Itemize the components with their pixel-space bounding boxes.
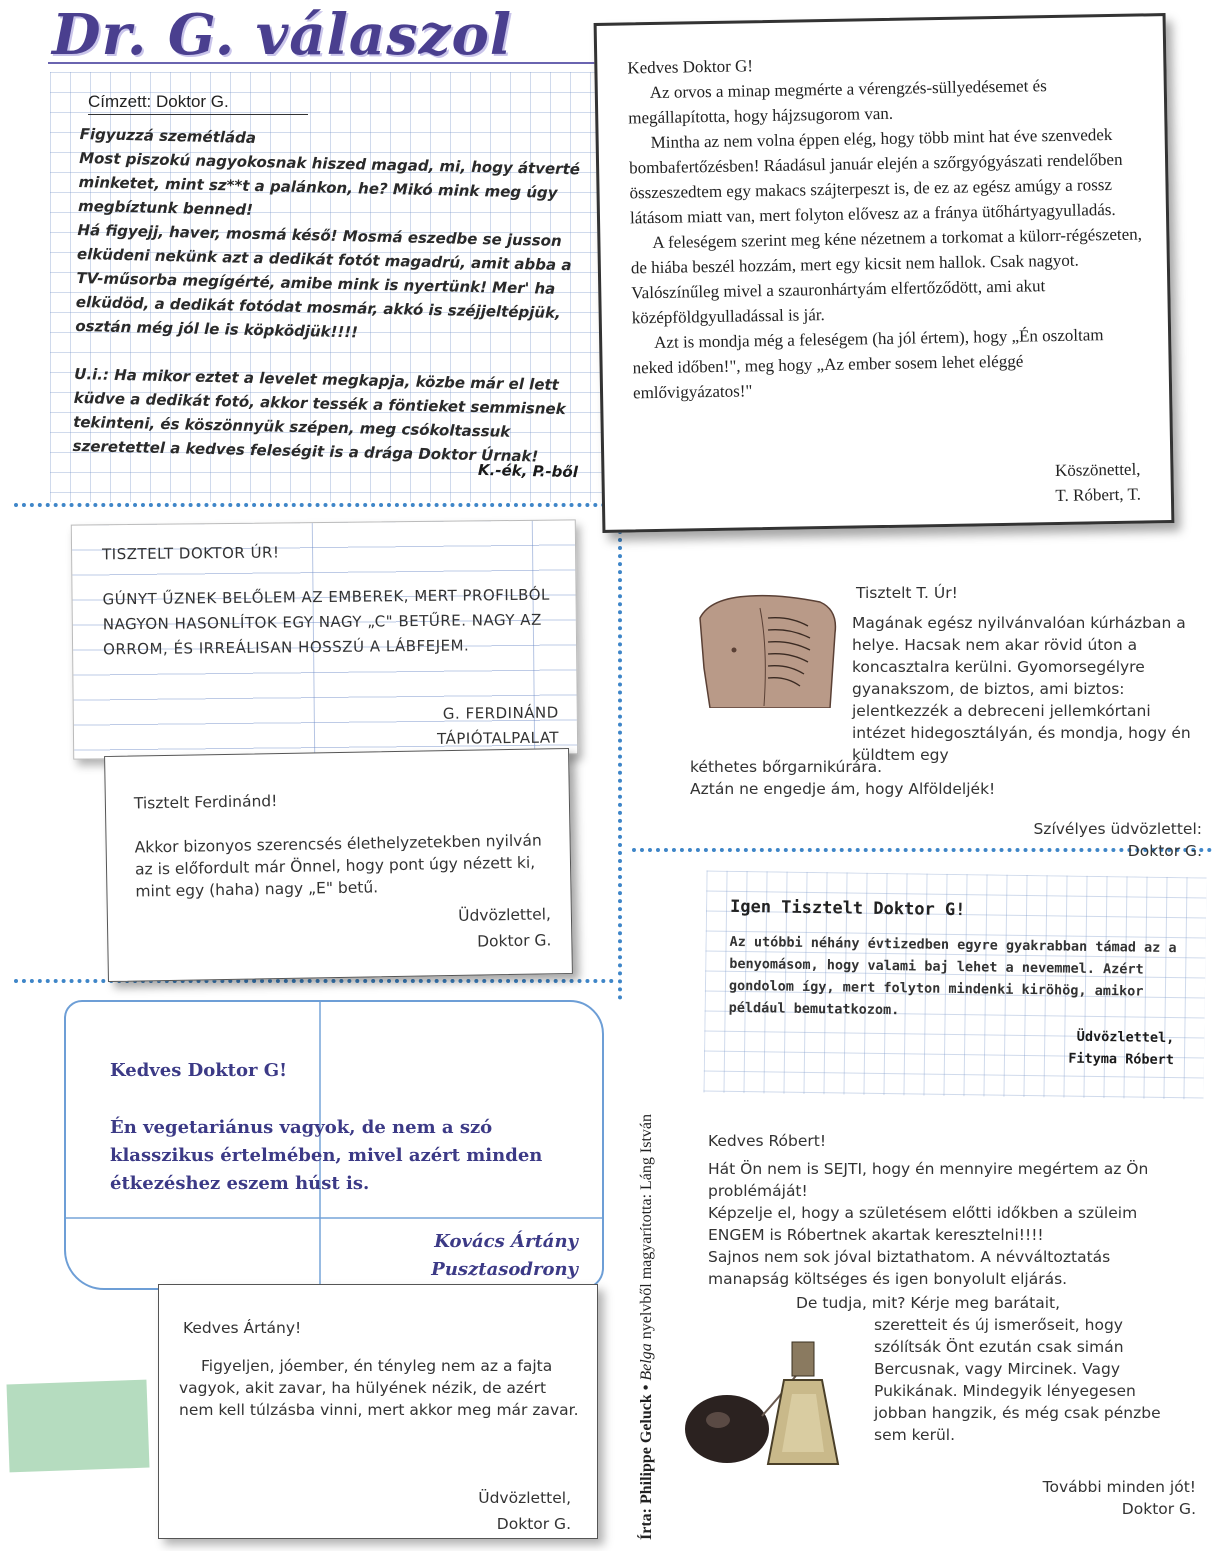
answer-robert [706, 1120, 1210, 1550]
answer-closing: Üdvözlettel, [478, 1489, 571, 1507]
signature-name: Kovács Ártány [434, 1231, 578, 1252]
separator-middle-left [14, 979, 614, 983]
letter-body: Én vegetariánus vagyok, de nem a szó klasszikus értelmében, mivel azért minden étkezéshez eszem húst is. [110, 1117, 543, 1194]
answer-signature: Doktor G. [496, 1515, 571, 1533]
letter-fityma-robert [703, 871, 1206, 1100]
recipient-underline [88, 114, 308, 115]
separator-vertical [618, 530, 622, 1000]
answer-signoff [1043, 1476, 1196, 1520]
letter-paragraph: Azt is mondja még a feleségem (ha jól értem), hogy „Én oszoltam neked időben!", meg hogy „Az ember sosem lehet eléggé emlővigyázatos!" [632, 325, 1104, 403]
credit-line [638, 1114, 656, 1540]
answer-closing: További minden jót! [1042, 1478, 1196, 1496]
letter-paragraph: Mintha az nem volna éppen elég, hogy több mint hat éve szenvedek bombafertőzésben! Ráadásul január elején a szőrgyógyászati rendelőben összeszedtem egy makacs szájterpeszt is, de ez az egész amúgy a rossz látásom miatt van, mert folyton elővesz az a fránya ütőhártyagyulladás. [628, 124, 1123, 228]
answer-signature: Doktor G. [1121, 1500, 1196, 1518]
letter-signoff [1055, 457, 1141, 508]
answer-greeting: Kedves Róbert! [708, 1132, 827, 1150]
letter-greeting: Kedves Doktor G! [110, 1060, 288, 1081]
letter-greeting: Kedves Doktor G! [627, 56, 754, 78]
answer-signature: Doktor G. [476, 931, 552, 951]
answer-body: Figyeljen, jóember, én tényleg nem az a fajta vagyok, akit zavar, ha hülyének nézik, de azért nem kell túlzásba vinni, mert akkor meg már zavar. [179, 1357, 579, 1419]
signature-place: TÁPIÓTALPALAT [436, 728, 560, 748]
letter-paragraph: Az orvos a minap megmérte a vérengzés-süllyedésemet és megállapította, hogy hájzsugorom van. [628, 76, 1047, 128]
green-sticky-note [7, 1380, 150, 1473]
answer-closing: Üdvözlettel, [457, 905, 552, 925]
credit-prefix: Írta: [638, 1504, 655, 1540]
answer-body-continued: szeretteit és új ismerőseit, hogy szólítsák Önt ezután csak simán Bercusnak, vagy Mircinek. Vagy Pukikának. Mindegyik lényegesen jobban hangzik, és még csak pénzbe sem kerül. [874, 1316, 1161, 1444]
answer-body: Magának egész nyilvánvalóan kúrházban a helye. Hacsak nem akar rövid úton a koncasztalra kerülni. Gyomorsegélyre gyanakszom, de biztos, ami biztos: jelentkezzék a debreceni jellemkórtani intézet hidegosztályán, és mondja, hogy én küldtem egy [852, 614, 1191, 764]
credit-language: Belga [638, 1343, 655, 1381]
separator-top-left [14, 503, 606, 507]
credit-author: Philippe Geluck [638, 1394, 655, 1505]
letter-body: Az utóbbi néhány évtizedben egyre gyakrabban támad az a benyomásom, hogy valami baj lehet a nevemmel. Azért gondolom így, mert folyton mindenki kiröhög, amikor például bemutatkozom. [728, 933, 1177, 1019]
letter-t-robert [594, 13, 1175, 533]
signature-name: G. FERDINÁND [442, 703, 559, 723]
letter-signature: K.-ék, P.-ből [477, 460, 579, 482]
answer-ferdinand [104, 748, 573, 982]
answer-t-robert [690, 578, 1210, 868]
answer-body: Akkor bizonyos szerencsés élethelyzetekben nyilván az is előfordult már Önnel, hogy pont úgy nézett ki, mint egy (haha) nagy „E" betű. [134, 831, 542, 901]
letter-signoff [1068, 1026, 1174, 1071]
answer-signoff [478, 1485, 571, 1537]
letter-kek [50, 72, 606, 502]
credit-translator: nyelvből magyarította: Láng István [638, 1114, 655, 1344]
answer-closing: Szívélyes üdvözlettel: [1033, 820, 1202, 838]
answer-signoff [1033, 818, 1202, 862]
answer-body-continued: kéthetes bőrgarnikúrára. Aztán ne engedje ám, hogy Alföldeljék! [690, 758, 996, 798]
answer-signoff [458, 901, 552, 955]
letter-recipient: Címzett: Doktor G. [88, 92, 229, 111]
answer-body-continued: De tudja, mit? Kérje meg barátait, [796, 1294, 1060, 1312]
answer-greeting: Tisztelt T. Úr! [856, 584, 958, 602]
answer-greeting: Tisztelt Ferdinánd! [133, 792, 278, 813]
torso-xray-icon [690, 588, 840, 708]
letter-body [628, 72, 1146, 406]
letter-closing: Köszönettel, [1054, 459, 1141, 481]
letter-body: Figyuzzá szemétláda Most piszokú nagyokosnak hiszed magad, mi, hogy átverté minketet, mint sz**t a palánkon, he? Mikó mink meg úgy megbíztunk benned! Há figyejj, haver, mosmá késő! Mosmá eszedbe se jusson elküdeni nekünk azt a dedikát fotót magadrú, amit abba a TV-műsorba megígérté, amibe mink is nyertünk! Mer' ha elküdöd, a dedikát fotódat mosmár, akkó is széjjeltépjük, osztán még jól le is köpködjük!!!! U.i.: Ha mikor eztet a levelet megkapja, közbe már el lett küdve a dedikát fotó, akkor tessék a föntieket semmisnek tekinteni, és köszönnyük szépen, meg csókoltassuk szeretettel a kedves feleségit is a drága Doktor Úrnak! [72, 124, 581, 466]
letter-paragraph: A feleségem szerint meg kéne nézetnem a torkomat a külorr-régészeten, de hiába beszél hozzám, mert egy kicsit nem hallok. Csak nagyot. Valószínűleg mivel a szauronhártyám elfertőződött, ami akut középföldgyulladással is jár. [630, 224, 1143, 328]
letter-signature [437, 701, 559, 752]
letter-greeting: Igen Tisztelt Doktor G! [729, 896, 966, 921]
title-underline [48, 62, 603, 64]
page-title: Dr. G. válaszol [52, 2, 513, 68]
answer-body: Hát Ön nem is SEJTI, hogy én mennyire megértem az Ön problémáját! Képzelje el, hogy a születésem előtti időkben a szüleim ENGEM is Róbertnek akartak keresztelni!!!! Sajnos nem sok jóval biztathatom. A névváltoztatás manapság költséges és igen bonyolult eljárás. [708, 1160, 1149, 1288]
letter-ferdinand [71, 519, 578, 759]
letter-greeting: TISZTELT DOKTOR ÚR! [102, 543, 280, 564]
credit-separator: • [638, 1380, 655, 1395]
letter-body: GÚNYT ŰZNEK BELŐLEM AZ EMBEREK, MERT PROFILBÓL NAGYON HASONLÍTOK EGY NAGY „C" BETŰRE. NAGY AZ ORROM, ÉS IRREÁLISAN HOSSZÚ A LÁBFEJEM. [102, 585, 550, 659]
letter-artany [64, 1000, 604, 1290]
perfume-atomizer-icon [672, 1324, 862, 1474]
answer-signature: Doktor G. [1127, 842, 1202, 860]
letter-signature [431, 1228, 578, 1284]
answer-greeting: Kedves Ártány! [183, 1319, 302, 1337]
answer-artany [158, 1284, 598, 1539]
letter-signature: Fityma Róbert [1068, 1050, 1175, 1069]
signature-place: Pusztasodrony [431, 1259, 578, 1280]
letter-closing: Üdvözlettel, [1076, 1028, 1175, 1047]
letter-signature: T. Róbert, T. [1055, 484, 1142, 506]
